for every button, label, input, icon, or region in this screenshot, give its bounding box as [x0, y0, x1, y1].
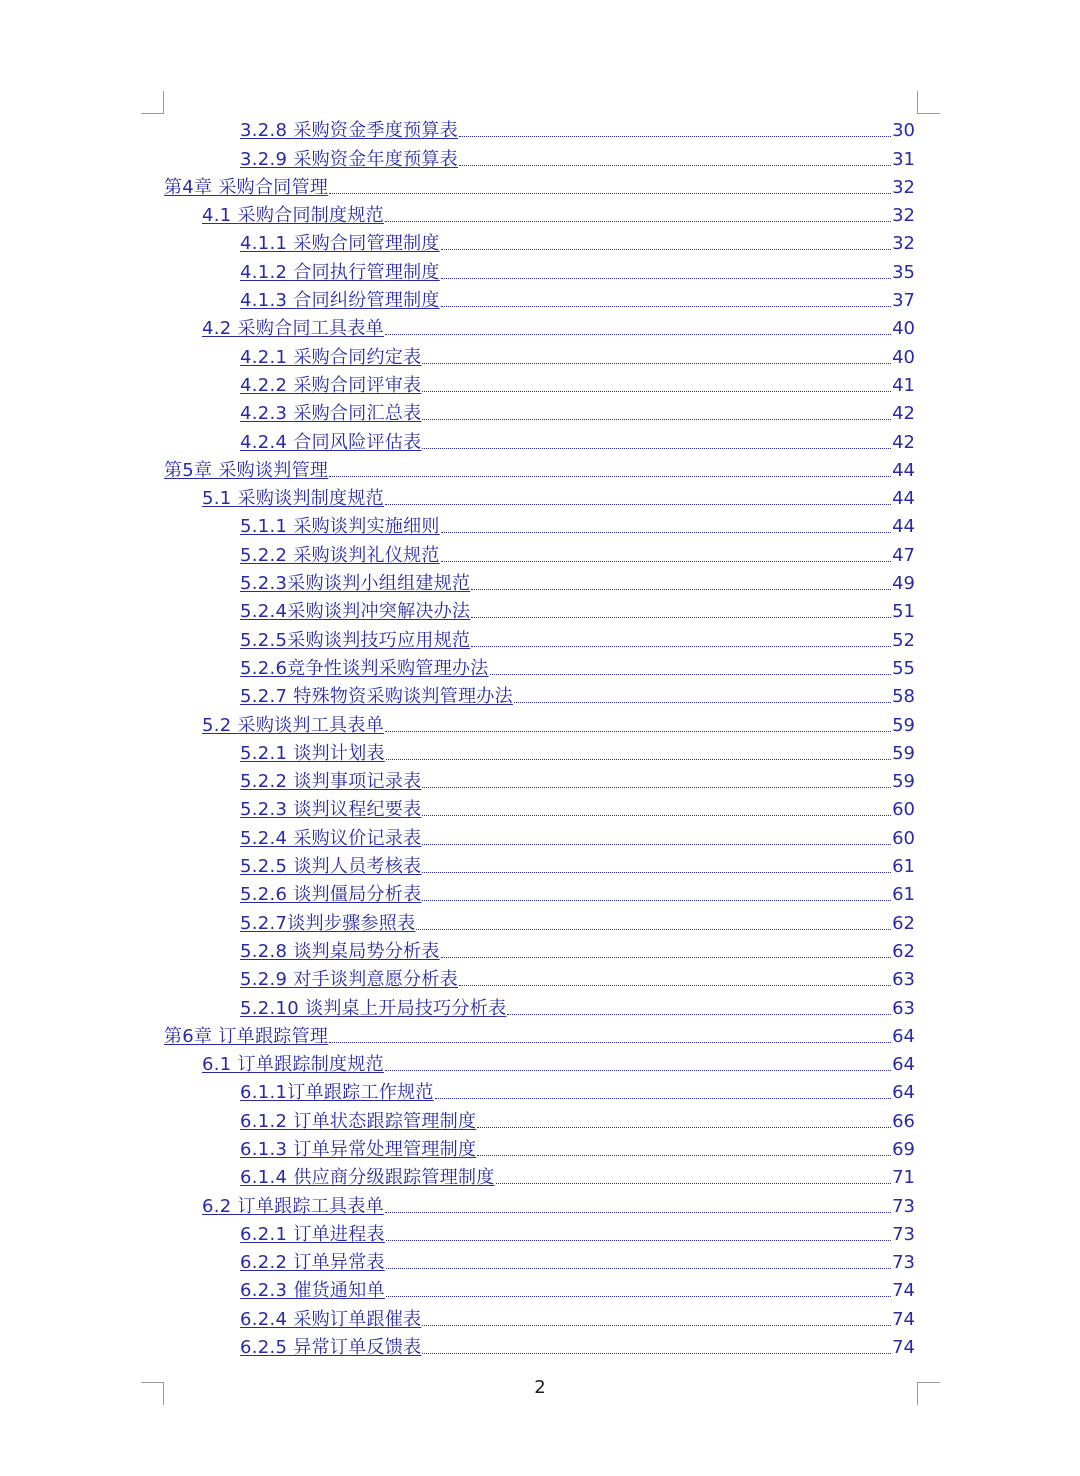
toc-entry-page-number: 73	[892, 1223, 915, 1245]
toc-dot-leader	[385, 503, 891, 505]
toc-entry-title: 5.2.6 谈判僵局分析表	[240, 884, 422, 906]
toc-entry-title: 5.2.4采购谈判冲突解决办法	[240, 601, 471, 623]
toc-entry-page-number: 62	[892, 940, 915, 962]
toc-entry-page-number: 59	[892, 742, 915, 764]
toc-entry-title: 5.2.5 谈判人员考核表	[240, 856, 422, 878]
toc-dot-leader	[490, 673, 891, 675]
toc-subsection-link[interactable]	[0, 1302, 1080, 1330]
toc-subsection-link[interactable]	[0, 765, 1080, 793]
toc-entry-page-number: 51	[892, 601, 915, 623]
toc-dot-leader	[507, 1013, 891, 1015]
toc-dot-leader	[496, 1182, 891, 1184]
toc-entry-title: 5.2.7 特殊物资采购谈判管理办法	[240, 686, 513, 708]
toc-entry-title: 5.2.10 谈判桌上开局技巧分析表	[240, 997, 507, 1019]
toc-dot-leader	[422, 843, 891, 845]
toc-entry-page-number: 30	[892, 120, 915, 142]
toc-entry-title: 5.2.2 谈判事项记录表	[240, 771, 422, 793]
toc-subsection-link[interactable]	[0, 567, 1080, 595]
toc-section-link[interactable]	[0, 199, 1080, 227]
toc-dot-leader	[422, 1324, 891, 1326]
toc-entry-title: 5.1 采购谈判制度规范	[202, 488, 384, 510]
toc-entry-page-number: 52	[892, 629, 915, 651]
toc-chapter-link[interactable]	[0, 171, 1080, 199]
toc-dot-leader	[422, 871, 891, 873]
toc-entry-page-number: 62	[892, 912, 915, 934]
toc-entry-page-number: 32	[892, 176, 915, 198]
toc-entry-page-number: 61	[892, 884, 915, 906]
toc-entry-title: 5.2.3 谈判议程纪要表	[240, 799, 422, 821]
toc-subsection-link[interactable]	[0, 510, 1080, 538]
toc-dot-leader	[514, 701, 891, 703]
toc-dot-leader	[422, 418, 891, 420]
toc-entry-title: 6.2 订单跟踪工具表单	[202, 1195, 384, 1217]
toc-entry-title: 4.1.2 合同执行管理制度	[240, 261, 440, 283]
toc-entry-title: 5.2.8 谈判桌局势分析表	[240, 940, 440, 962]
toc-subsection-link[interactable]	[0, 142, 1080, 170]
toc-entry-title: 4.1.1 采购合同管理制度	[240, 233, 440, 255]
toc-dot-leader	[477, 1154, 891, 1156]
toc-subsection-link[interactable]	[0, 255, 1080, 283]
toc-dot-leader	[329, 1041, 891, 1043]
toc-entry-page-number: 49	[892, 573, 915, 595]
toc-dot-leader	[385, 730, 891, 732]
toc-entry-title: 6.2.3 催货通知单	[240, 1280, 385, 1302]
toc-entry-page-number: 47	[892, 544, 915, 566]
toc-entry-title: 4.2.1 采购合同约定表	[240, 346, 422, 368]
toc-entry-page-number: 74	[892, 1308, 915, 1330]
toc-subsection-link[interactable]	[0, 397, 1080, 425]
crop-mark-top-right	[917, 91, 940, 114]
toc-subsection-link[interactable]	[0, 1104, 1080, 1132]
toc-dot-leader	[385, 220, 891, 222]
page-number: 2	[534, 1377, 546, 1398]
toc-entry-page-number: 37	[892, 290, 915, 312]
toc-subsection-link[interactable]	[0, 821, 1080, 849]
toc-entry-page-number: 41	[892, 374, 915, 396]
toc-entry-page-number: 55	[892, 657, 915, 679]
toc-subsection-link[interactable]	[0, 737, 1080, 765]
toc-entry-title: 5.2.7谈判步骤参照表	[240, 912, 416, 934]
toc-subsection-link[interactable]	[0, 425, 1080, 453]
toc-dot-leader	[441, 531, 891, 533]
toc-dot-leader	[441, 956, 891, 958]
toc-dot-leader	[416, 928, 891, 930]
toc-dot-leader	[471, 616, 891, 618]
toc-entry-page-number: 35	[892, 261, 915, 283]
toc-entry-page-number: 31	[892, 148, 915, 170]
toc-entry-title: 6.1.4 供应商分级跟踪管理制度	[240, 1167, 495, 1189]
toc-subsection-link[interactable]	[0, 991, 1080, 1019]
toc-dot-leader	[441, 560, 891, 562]
toc-section-link[interactable]	[0, 1048, 1080, 1076]
table-of-contents	[0, 114, 1080, 1359]
toc-entry-page-number: 73	[892, 1252, 915, 1274]
toc-subsection-link[interactable]	[0, 623, 1080, 651]
toc-dot-leader	[477, 1126, 891, 1128]
toc-subsection-link[interactable]	[0, 1133, 1080, 1161]
toc-subsection-link[interactable]	[0, 906, 1080, 934]
toc-entry-title: 5.2.2 采购谈判礼仪规范	[240, 544, 440, 566]
toc-entry-title: 3.2.9 采购资金年度预算表	[240, 148, 459, 170]
toc-entry-page-number: 40	[892, 346, 915, 368]
toc-entry-page-number: 32	[892, 233, 915, 255]
toc-entry-title: 4.2.2 采购合同评审表	[240, 374, 422, 396]
toc-dot-leader	[441, 305, 891, 307]
toc-dot-leader	[471, 588, 891, 590]
toc-entry-page-number: 32	[892, 205, 915, 227]
toc-entry-title: 第4章 采购合同管理	[164, 176, 329, 198]
toc-entry-title: 5.2.1 谈判计划表	[240, 742, 385, 764]
toc-entry-title: 4.2.3 采购合同汇总表	[240, 403, 422, 425]
toc-entry-title: 5.2.3采购谈判小组组建规范	[240, 573, 471, 595]
toc-entry-title: 4.1 采购合同制度规范	[202, 205, 384, 227]
toc-section-link[interactable]	[0, 312, 1080, 340]
toc-dot-leader	[386, 1267, 891, 1269]
toc-subsection-link[interactable]	[0, 340, 1080, 368]
toc-dot-leader	[422, 362, 891, 364]
toc-entry-title: 5.2.5采购谈判技巧应用规范	[240, 629, 471, 651]
toc-entry-title: 6.2.4 采购订单跟催表	[240, 1308, 422, 1330]
toc-subsection-link[interactable]	[0, 595, 1080, 623]
toc-entry-page-number: 40	[892, 318, 915, 340]
toc-entry-page-number: 59	[892, 771, 915, 793]
toc-chapter-link[interactable]	[0, 454, 1080, 482]
toc-dot-leader	[422, 390, 891, 392]
toc-entry-title: 第6章 订单跟踪管理	[164, 1025, 329, 1047]
toc-entry-page-number: 63	[892, 969, 915, 991]
toc-section-link[interactable]	[0, 482, 1080, 510]
toc-subsection-link[interactable]	[0, 935, 1080, 963]
toc-subsection-link[interactable]	[0, 227, 1080, 255]
toc-entry-title: 4.1.3 合同纠纷管理制度	[240, 290, 440, 312]
toc-entry-title: 5.2.9 对手谈判意愿分析表	[240, 969, 459, 991]
toc-entry-page-number: 58	[892, 686, 915, 708]
toc-entry-page-number: 74	[892, 1337, 915, 1359]
toc-entry-page-number: 74	[892, 1280, 915, 1302]
toc-entry-page-number: 63	[892, 997, 915, 1019]
toc-dot-leader	[385, 333, 891, 335]
toc-entry-title: 6.2.1 订单进程表	[240, 1223, 385, 1245]
toc-entry-title: 6.2.5 异常订单反馈表	[240, 1337, 422, 1359]
toc-entry-page-number: 42	[892, 403, 915, 425]
toc-subsection-link[interactable]	[0, 680, 1080, 708]
toc-subsection-link[interactable]	[0, 114, 1080, 142]
toc-entry-page-number: 69	[892, 1138, 915, 1160]
toc-entry-title: 6.1.3 订单异常处理管理制度	[240, 1138, 477, 1160]
toc-subsection-link[interactable]	[0, 1246, 1080, 1274]
toc-dot-leader	[441, 248, 891, 250]
toc-entry-page-number: 64	[892, 1025, 915, 1047]
toc-entry-page-number: 60	[892, 827, 915, 849]
toc-entry-title: 第5章 采购谈判管理	[164, 459, 329, 481]
toc-entry-title: 5.2.6竞争性谈判采购管理办法	[240, 657, 489, 679]
toc-section-link[interactable]	[0, 708, 1080, 736]
crop-mark-top-left	[141, 91, 164, 114]
toc-dot-leader	[385, 1211, 891, 1213]
toc-entry-page-number: 71	[892, 1167, 915, 1189]
toc-entry-page-number: 61	[892, 856, 915, 878]
toc-entry-title: 6.1.1订单跟踪工作规范	[240, 1082, 434, 1104]
toc-entry-page-number: 42	[892, 431, 915, 453]
toc-subsection-link[interactable]	[0, 1331, 1080, 1359]
toc-subsection-link[interactable]	[0, 369, 1080, 397]
toc-dot-leader	[386, 758, 891, 760]
toc-entry-title: 3.2.8 采购资金季度预算表	[240, 120, 459, 142]
toc-dot-leader	[471, 645, 891, 647]
toc-entry-page-number: 64	[892, 1054, 915, 1076]
toc-entry-title: 6.2.2 订单异常表	[240, 1252, 385, 1274]
toc-dot-leader	[459, 135, 891, 137]
toc-dot-leader	[441, 277, 891, 279]
toc-entry-title: 4.2 采购合同工具表单	[202, 318, 384, 340]
toc-entry-title: 4.2.4 合同风险评估表	[240, 431, 422, 453]
toc-dot-leader	[422, 899, 891, 901]
toc-entry-page-number: 73	[892, 1195, 915, 1217]
toc-dot-leader	[386, 1295, 891, 1297]
toc-dot-leader	[435, 1097, 891, 1099]
toc-subsection-link[interactable]	[0, 1076, 1080, 1104]
toc-entry-page-number: 64	[892, 1082, 915, 1104]
toc-subsection-link[interactable]	[0, 1218, 1080, 1246]
toc-entry-page-number: 60	[892, 799, 915, 821]
toc-dot-leader	[459, 984, 891, 986]
toc-dot-leader	[329, 475, 891, 477]
toc-subsection-link[interactable]	[0, 793, 1080, 821]
toc-entry-page-number: 66	[892, 1110, 915, 1132]
toc-dot-leader	[386, 1239, 891, 1241]
toc-dot-leader	[459, 164, 891, 166]
toc-dot-leader	[422, 447, 891, 449]
toc-subsection-link[interactable]	[0, 963, 1080, 991]
toc-dot-leader	[385, 1069, 891, 1071]
toc-subsection-link[interactable]	[0, 1161, 1080, 1189]
toc-subsection-link[interactable]	[0, 850, 1080, 878]
toc-entry-title: 6.1 订单跟踪制度规范	[202, 1054, 384, 1076]
toc-section-link[interactable]	[0, 1189, 1080, 1217]
toc-entry-title: 5.2 采购谈判工具表单	[202, 714, 384, 736]
toc-chapter-link[interactable]	[0, 1020, 1080, 1048]
toc-dot-leader	[422, 786, 891, 788]
toc-subsection-link[interactable]	[0, 538, 1080, 566]
toc-entry-title: 6.1.2 订单状态跟踪管理制度	[240, 1110, 477, 1132]
toc-entry-title: 5.1.1 采购谈判实施细则	[240, 516, 440, 538]
toc-entry-page-number: 44	[892, 459, 915, 481]
toc-entry-page-number: 59	[892, 714, 915, 736]
toc-entry-title: 5.2.4 采购议价记录表	[240, 827, 422, 849]
toc-dot-leader	[422, 1352, 891, 1354]
toc-dot-leader	[329, 192, 891, 194]
toc-entry-page-number: 44	[892, 516, 915, 538]
toc-entry-page-number: 44	[892, 488, 915, 510]
toc-subsection-link[interactable]	[0, 878, 1080, 906]
toc-subsection-link[interactable]	[0, 652, 1080, 680]
toc-dot-leader	[422, 814, 891, 816]
toc-subsection-link[interactable]	[0, 1274, 1080, 1302]
toc-subsection-link[interactable]	[0, 284, 1080, 312]
